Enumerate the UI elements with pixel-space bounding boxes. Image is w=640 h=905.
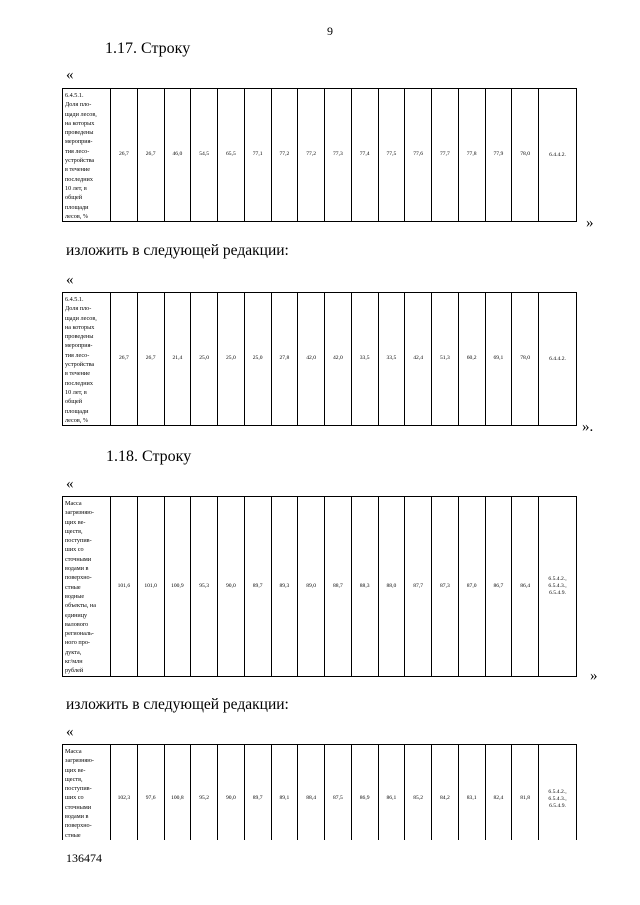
page-number: 9 xyxy=(327,24,333,38)
table-old-row-6-4-5-1 xyxy=(62,88,577,222)
value-cell: 78,0 xyxy=(512,293,539,426)
value-cell: 100,9 xyxy=(164,497,191,677)
closing-quote-period: ». xyxy=(582,419,594,435)
value-cell: 101,0 xyxy=(137,497,164,677)
value-cell: 42,4 xyxy=(405,293,432,426)
value-cell: 90,0 xyxy=(218,745,245,841)
value-cell: 33,5 xyxy=(351,293,378,426)
value-cell: 26,7 xyxy=(111,89,138,222)
value-cell: 101,6 xyxy=(111,497,138,677)
value-cell: 77,2 xyxy=(298,89,325,222)
value-cell: 88,7 xyxy=(325,497,352,677)
value-cell: 82,4 xyxy=(485,745,512,841)
table-old-row-pollutants xyxy=(62,496,577,677)
indicator-label: 6.4.5.1. Доля пло- щади лесов, на которых проведены мероприя- тия лесо- устройства в течение последних 10 лет, в общей площади лесов, % xyxy=(63,293,111,426)
value-cell: 42,0 xyxy=(298,293,325,426)
indicator-label: 6.4.5.1. Доля пло- щади лесов, на которых проведены мероприя- тия лесо- устройства в течение последних 10 лет, в общей площади лесов, % xyxy=(63,89,111,222)
value-cell: 25,0 xyxy=(244,293,271,426)
opening-quote: « xyxy=(66,272,74,288)
value-cell: 86,4 xyxy=(512,497,539,677)
value-cell: 33,5 xyxy=(378,293,405,426)
value-cell: 87,0 xyxy=(458,497,485,677)
value-cell: 95,3 xyxy=(191,497,218,677)
table-row xyxy=(63,293,577,426)
value-cell: 26,7 xyxy=(137,89,164,222)
table-new-row-6-4-5-1 xyxy=(62,292,577,426)
indicator-label: Масса загрязняю- щих ве- ществ, поступив- ших со сточными водами в поверхно- стные водные объекты, на единицу валового региональ- ного про- дукта, кг/млн рублей xyxy=(63,497,111,677)
value-cell: 89,3 xyxy=(271,497,298,677)
value-cell: 89,1 xyxy=(271,745,298,841)
edit-instruction: изложить в следующей редакции: xyxy=(66,696,289,713)
value-cell: 84,2 xyxy=(432,745,459,841)
value-cell: 86,7 xyxy=(485,497,512,677)
opening-quote: « xyxy=(66,724,74,740)
value-cell: 77,8 xyxy=(458,89,485,222)
value-cell: 25,0 xyxy=(191,293,218,426)
value-cell: 102,3 xyxy=(111,745,138,841)
indicator-code: 6.5.4.2., 6.5.4.3., 6.5.4.9. xyxy=(539,497,577,677)
value-cell: 87,3 xyxy=(432,497,459,677)
value-cell: 77,9 xyxy=(485,89,512,222)
indicator-code: 6.4.4.2. xyxy=(539,293,577,426)
value-cell: 89,0 xyxy=(298,497,325,677)
value-cell: 77,1 xyxy=(244,89,271,222)
value-cell: 60,2 xyxy=(458,293,485,426)
value-cell: 46,0 xyxy=(164,89,191,222)
value-cell: 83,1 xyxy=(458,745,485,841)
value-cell: 77,4 xyxy=(351,89,378,222)
table-row xyxy=(63,497,577,677)
value-cell: 77,3 xyxy=(325,89,352,222)
value-cell: 69,1 xyxy=(485,293,512,426)
value-cell: 85,2 xyxy=(405,745,432,841)
value-cell: 51,3 xyxy=(432,293,459,426)
value-cell: 81,8 xyxy=(512,745,539,841)
value-cell: 25,0 xyxy=(218,293,245,426)
value-cell: 88,4 xyxy=(298,745,325,841)
value-cell: 86,1 xyxy=(378,745,405,841)
table-row xyxy=(63,89,577,222)
value-cell: 77,2 xyxy=(271,89,298,222)
table-new-row-pollutants xyxy=(62,744,577,840)
edit-instruction: изложить в следующей редакции: xyxy=(66,242,289,259)
table-row xyxy=(63,745,577,841)
opening-quote: « xyxy=(66,476,74,492)
value-cell: 97,6 xyxy=(137,745,164,841)
section-heading-1-17: 1.17. Строку xyxy=(105,40,191,57)
value-cell: 26,7 xyxy=(111,293,138,426)
value-cell: 65,5 xyxy=(218,89,245,222)
section-heading-1-18: 1.18. Строку xyxy=(106,448,192,465)
closing-quote: » xyxy=(590,668,598,684)
value-cell: 77,6 xyxy=(405,89,432,222)
value-cell: 77,5 xyxy=(378,89,405,222)
value-cell: 54,5 xyxy=(191,89,218,222)
value-cell: 27,8 xyxy=(271,293,298,426)
value-cell: 21,4 xyxy=(164,293,191,426)
value-cell: 95,2 xyxy=(191,745,218,841)
indicator-label: Масса загрязняю- щих ве- ществ, поступив- ших со сточными водами в поверхно- стные xyxy=(63,745,111,841)
value-cell: 88,0 xyxy=(378,497,405,677)
opening-quote: « xyxy=(66,67,74,83)
value-cell: 87,5 xyxy=(325,745,352,841)
document-footer-code: 136474 xyxy=(66,851,102,865)
value-cell: 90,0 xyxy=(218,497,245,677)
value-cell: 42,0 xyxy=(325,293,352,426)
value-cell: 89,7 xyxy=(244,497,271,677)
value-cell: 88,3 xyxy=(351,497,378,677)
table-new-row-pollutants-clip xyxy=(62,744,582,840)
closing-quote: » xyxy=(586,215,594,231)
value-cell: 100,8 xyxy=(164,745,191,841)
value-cell: 86,9 xyxy=(351,745,378,841)
indicator-code: 6.5.4.2., 6.5.4.3., 6.5.4.9. xyxy=(539,745,577,841)
value-cell: 89,7 xyxy=(244,745,271,841)
value-cell: 87,7 xyxy=(405,497,432,677)
value-cell: 26,7 xyxy=(137,293,164,426)
indicator-code: 6.4.4.2. xyxy=(539,89,577,222)
value-cell: 78,0 xyxy=(512,89,539,222)
value-cell: 77,7 xyxy=(432,89,459,222)
